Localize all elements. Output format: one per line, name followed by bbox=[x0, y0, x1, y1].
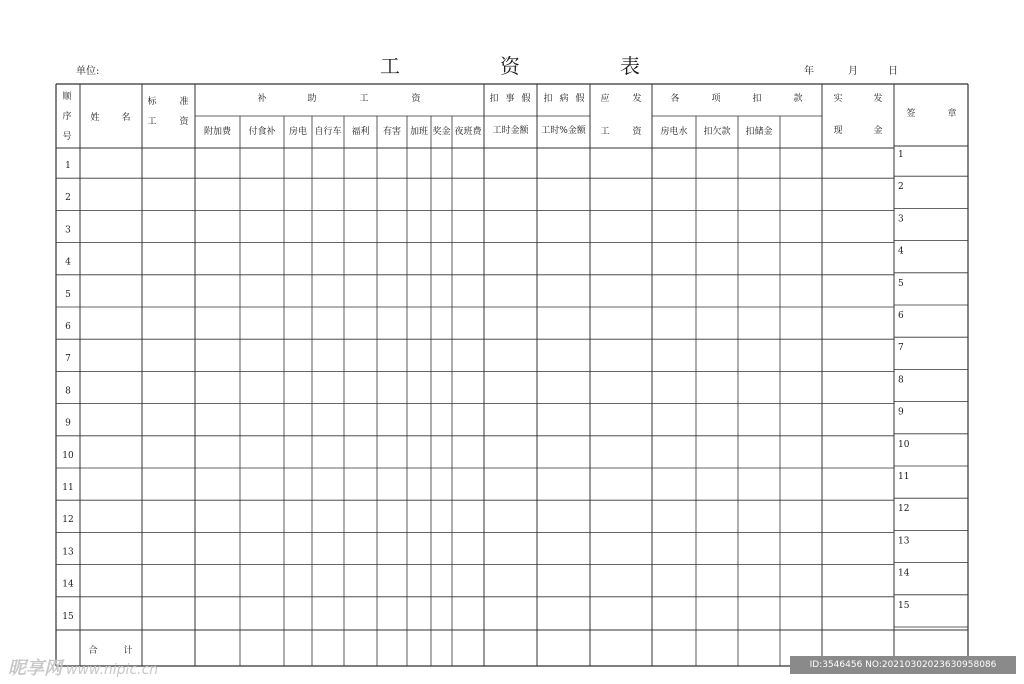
row-number: 10 bbox=[62, 450, 74, 461]
year-label: 年 bbox=[804, 66, 814, 77]
signature-row-number: 3 bbox=[898, 214, 904, 225]
row-number: 13 bbox=[62, 547, 74, 558]
watermark-logo bbox=[8, 654, 158, 680]
signature-row-number: 7 bbox=[898, 343, 904, 354]
signature-row-number: 1 bbox=[898, 150, 904, 160]
std-wage-header: 标 bbox=[147, 97, 157, 107]
signature-row-number: 11 bbox=[898, 472, 910, 482]
subsidy-item-header: 有害 bbox=[382, 127, 402, 137]
sick-leave-header: 扣 bbox=[543, 94, 553, 104]
seq-header: 号 bbox=[62, 132, 72, 142]
payable-header: 发 bbox=[632, 94, 642, 104]
sick-leave-header: 病 bbox=[559, 94, 569, 104]
subsidy-item-header: 福利 bbox=[351, 127, 370, 137]
subsidy-item-header: 夜班费 bbox=[454, 127, 482, 137]
watermark-site: www.nipic.cn bbox=[66, 662, 159, 678]
seq-header: 序 bbox=[62, 112, 72, 122]
signature-row-number: 5 bbox=[898, 278, 904, 289]
actual-pay-header: 现 bbox=[833, 126, 843, 136]
signature-header: 章 bbox=[947, 109, 957, 119]
deduction-item-header: 扣储金 bbox=[745, 127, 773, 137]
row-number: 4 bbox=[65, 257, 71, 268]
row-number: 14 bbox=[62, 579, 74, 590]
std-wage-header: 准 bbox=[179, 97, 189, 107]
subsidy-group-header: 助 bbox=[307, 94, 317, 104]
deduction-group-header: 各 bbox=[670, 94, 680, 104]
seq-header: 顺 bbox=[62, 92, 72, 102]
personal-leave-header: 假 bbox=[521, 94, 531, 104]
month-label: 月 bbox=[848, 66, 858, 77]
subsidy-group-header: 工 bbox=[359, 94, 369, 104]
title-char: 资 bbox=[500, 54, 520, 78]
payable-header: 工 bbox=[600, 127, 610, 137]
signature-row-number: 13 bbox=[898, 536, 910, 547]
signature-row-number: 14 bbox=[898, 568, 910, 579]
deduction-item-header: 扣欠款 bbox=[703, 127, 731, 137]
row-number: 6 bbox=[65, 322, 71, 332]
subsidy-group-header: 补 bbox=[257, 94, 267, 104]
row-number: 7 bbox=[65, 354, 71, 365]
signature-row-number: 9 bbox=[898, 407, 904, 418]
signature-row-number: 10 bbox=[898, 439, 910, 450]
sick-leave-subheader: 工时%金额 bbox=[541, 126, 586, 136]
row-number: 12 bbox=[62, 515, 74, 526]
row-number: 1 bbox=[65, 161, 71, 171]
personal-leave-subheader: 工时金额 bbox=[492, 126, 529, 136]
unit-label: 单位: bbox=[76, 66, 100, 77]
name-header: 名 bbox=[121, 113, 131, 123]
signature-row-number: 2 bbox=[898, 182, 904, 193]
row-number: 9 bbox=[65, 418, 71, 429]
signature-row-number: 4 bbox=[898, 246, 904, 257]
signature-row-number: 15 bbox=[898, 600, 910, 611]
subsidy-item-header: 房电 bbox=[288, 127, 308, 137]
signature-row-number: 8 bbox=[898, 375, 904, 386]
signature-row-number: 6 bbox=[898, 311, 904, 321]
subsidy-item-header: 奖金 bbox=[432, 127, 451, 137]
name-header: 姓 bbox=[90, 113, 100, 123]
total-label: 计 bbox=[123, 646, 133, 656]
payable-header: 资 bbox=[632, 127, 642, 137]
actual-pay-header: 金 bbox=[873, 126, 883, 136]
deduction-group-header: 项 bbox=[711, 94, 721, 104]
image-id-bar: ID:3546456 NO:20210302023630958086 bbox=[790, 656, 1016, 674]
personal-leave-header: 扣 bbox=[489, 94, 499, 104]
title-char: 工 bbox=[380, 54, 400, 78]
sick-leave-header: 假 bbox=[575, 94, 585, 104]
row-number: 8 bbox=[65, 386, 71, 397]
signature-header: 签 bbox=[906, 109, 916, 119]
subsidy-item-header: 自行车 bbox=[314, 127, 342, 137]
title-char: 表 bbox=[620, 54, 640, 78]
subsidy-item-header: 附加费 bbox=[203, 127, 232, 137]
row-number: 5 bbox=[65, 289, 71, 300]
total-label: 合 bbox=[88, 646, 98, 656]
signature-row-number: 12 bbox=[898, 504, 910, 515]
subsidy-item-header: 加班 bbox=[409, 127, 429, 137]
personal-leave-header: 事 bbox=[505, 94, 515, 104]
day-label: 日 bbox=[888, 66, 898, 77]
row-number: 2 bbox=[65, 193, 71, 204]
payable-header: 应 bbox=[600, 94, 610, 104]
deduction-item-header: 房电水 bbox=[660, 127, 688, 137]
std-wage-header: 工 bbox=[147, 117, 157, 127]
watermark-brand: 昵享网 bbox=[8, 658, 62, 679]
deduction-group-header: 扣 bbox=[752, 94, 762, 104]
std-wage-header: 资 bbox=[179, 117, 189, 127]
subsidy-group-header: 资 bbox=[411, 94, 421, 104]
row-number: 15 bbox=[62, 611, 74, 622]
subsidy-item-header: 付食补 bbox=[248, 127, 276, 137]
deduction-group-header: 款 bbox=[793, 94, 803, 104]
actual-pay-header: 发 bbox=[873, 94, 883, 104]
actual-pay-header: 实 bbox=[833, 94, 843, 104]
row-number: 3 bbox=[65, 225, 71, 236]
row-number: 11 bbox=[62, 483, 74, 493]
